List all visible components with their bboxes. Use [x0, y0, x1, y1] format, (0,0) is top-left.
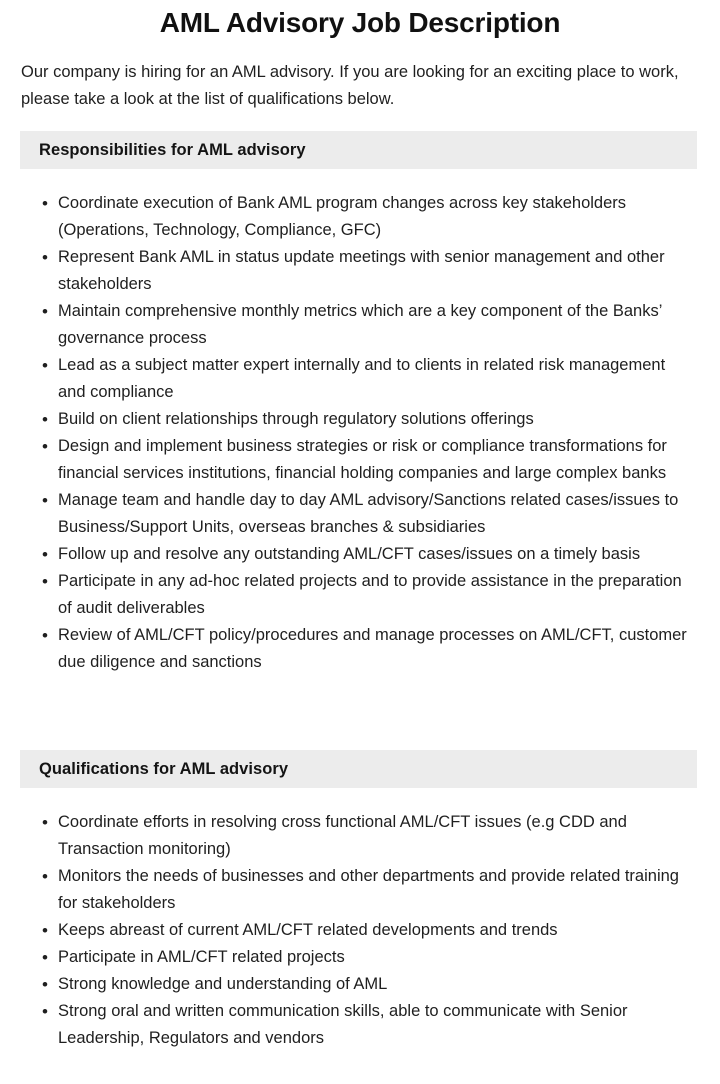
- list-item: [0, 487, 720, 541]
- list-item: [0, 998, 720, 1052]
- list-item: [0, 568, 720, 622]
- section-header-responsibilities: [20, 131, 697, 169]
- section-responsibilities: [0, 131, 720, 676]
- list-item-text: Build on client relationships through regulatory solutions offerings: [58, 410, 534, 428]
- section-qualifications: [0, 750, 720, 1052]
- qualifications-list: [0, 788, 720, 1052]
- list-item: [0, 917, 720, 944]
- list-item-text: Coordinate execution of Bank AML program changes across key stakeholders (Operations, Technology, Compliance, GFC): [58, 194, 627, 239]
- bullet-icon: •: [42, 248, 48, 267]
- list-item: [0, 406, 720, 433]
- bullet-icon: •: [42, 572, 48, 591]
- bullet-icon: •: [42, 1002, 48, 1021]
- bullet-icon: •: [42, 437, 48, 456]
- bullet-icon: •: [42, 194, 48, 213]
- bullet-icon: •: [42, 545, 48, 564]
- section-header-label: Responsibilities for AML advisory: [39, 140, 306, 159]
- list-item: [0, 622, 720, 676]
- list-item-text: Participate in any ad-hoc related projects and to provide assistance in the preparation of audit deliverables: [58, 572, 682, 617]
- intro-paragraph: Our company is hiring for an AML advisory. If you are looking for an exciting place to work, please take a look at the list of qualifications below.: [21, 63, 679, 108]
- section-header-label: Qualifications for AML advisory: [39, 759, 289, 778]
- list-item-text: Review of AML/CFT policy/procedures and manage processes on AML/CFT, customer due diligence and sanctions: [58, 626, 687, 671]
- bullet-icon: •: [42, 813, 48, 832]
- list-item: [0, 298, 720, 352]
- list-item: [0, 541, 720, 568]
- list-item: [0, 352, 720, 406]
- list-item-text: Strong oral and written communication skills, able to communicate with Senior Leadership, Regulators and vendors: [58, 1002, 628, 1047]
- list-item: [0, 809, 720, 863]
- bullet-icon: •: [42, 626, 48, 645]
- list-item-text: Maintain comprehensive monthly metrics which are a key component of the Banks’ governance process: [58, 302, 662, 347]
- list-item: [0, 971, 720, 998]
- list-item-text: Follow up and resolve any outstanding AML/CFT cases/issues on a timely basis: [58, 545, 641, 563]
- list-item-text: Monitors the needs of businesses and other departments and provide related training for stakeholders: [58, 867, 679, 912]
- section-header-qualifications: [20, 750, 697, 788]
- bullet-icon: •: [42, 410, 48, 429]
- list-item-text: Participate in AML/CFT related projects: [58, 948, 345, 966]
- list-item: [0, 244, 720, 298]
- bullet-icon: •: [42, 975, 48, 994]
- list-item: [0, 433, 720, 487]
- list-item: [0, 944, 720, 971]
- bullet-icon: •: [42, 302, 48, 321]
- bullet-icon: •: [42, 356, 48, 375]
- list-item-text: Keeps abreast of current AML/CFT related developments and trends: [58, 921, 558, 939]
- list-item-text: Strong knowledge and understanding of AML: [58, 975, 388, 993]
- list-item: [0, 190, 720, 244]
- list-item-text: Represent Bank AML in status update meetings with senior management and other stakeholders: [58, 248, 665, 293]
- list-item-text: Lead as a subject matter expert internally and to clients in related risk management and compliance: [58, 356, 666, 401]
- list-item-text: Manage team and handle day to day AML advisory/Sanctions related cases/issues to Business/Support Units, overseas branches & subsidiaries: [58, 491, 679, 536]
- list-item-text: Coordinate efforts in resolving cross functional AML/CFT issues (e.g CDD and Transaction monitoring): [58, 813, 627, 858]
- page-title: AML Advisory Job Description: [159, 7, 561, 38]
- responsibilities-list: [0, 169, 720, 676]
- bullet-icon: •: [42, 491, 48, 510]
- list-item-text: Design and implement business strategies or risk or compliance transformations for financial services institutions, financial holding companies and large complex banks: [58, 437, 667, 482]
- bullet-icon: •: [42, 867, 48, 886]
- list-item: [0, 863, 720, 917]
- bullet-icon: •: [42, 948, 48, 967]
- bullet-icon: •: [42, 921, 48, 940]
